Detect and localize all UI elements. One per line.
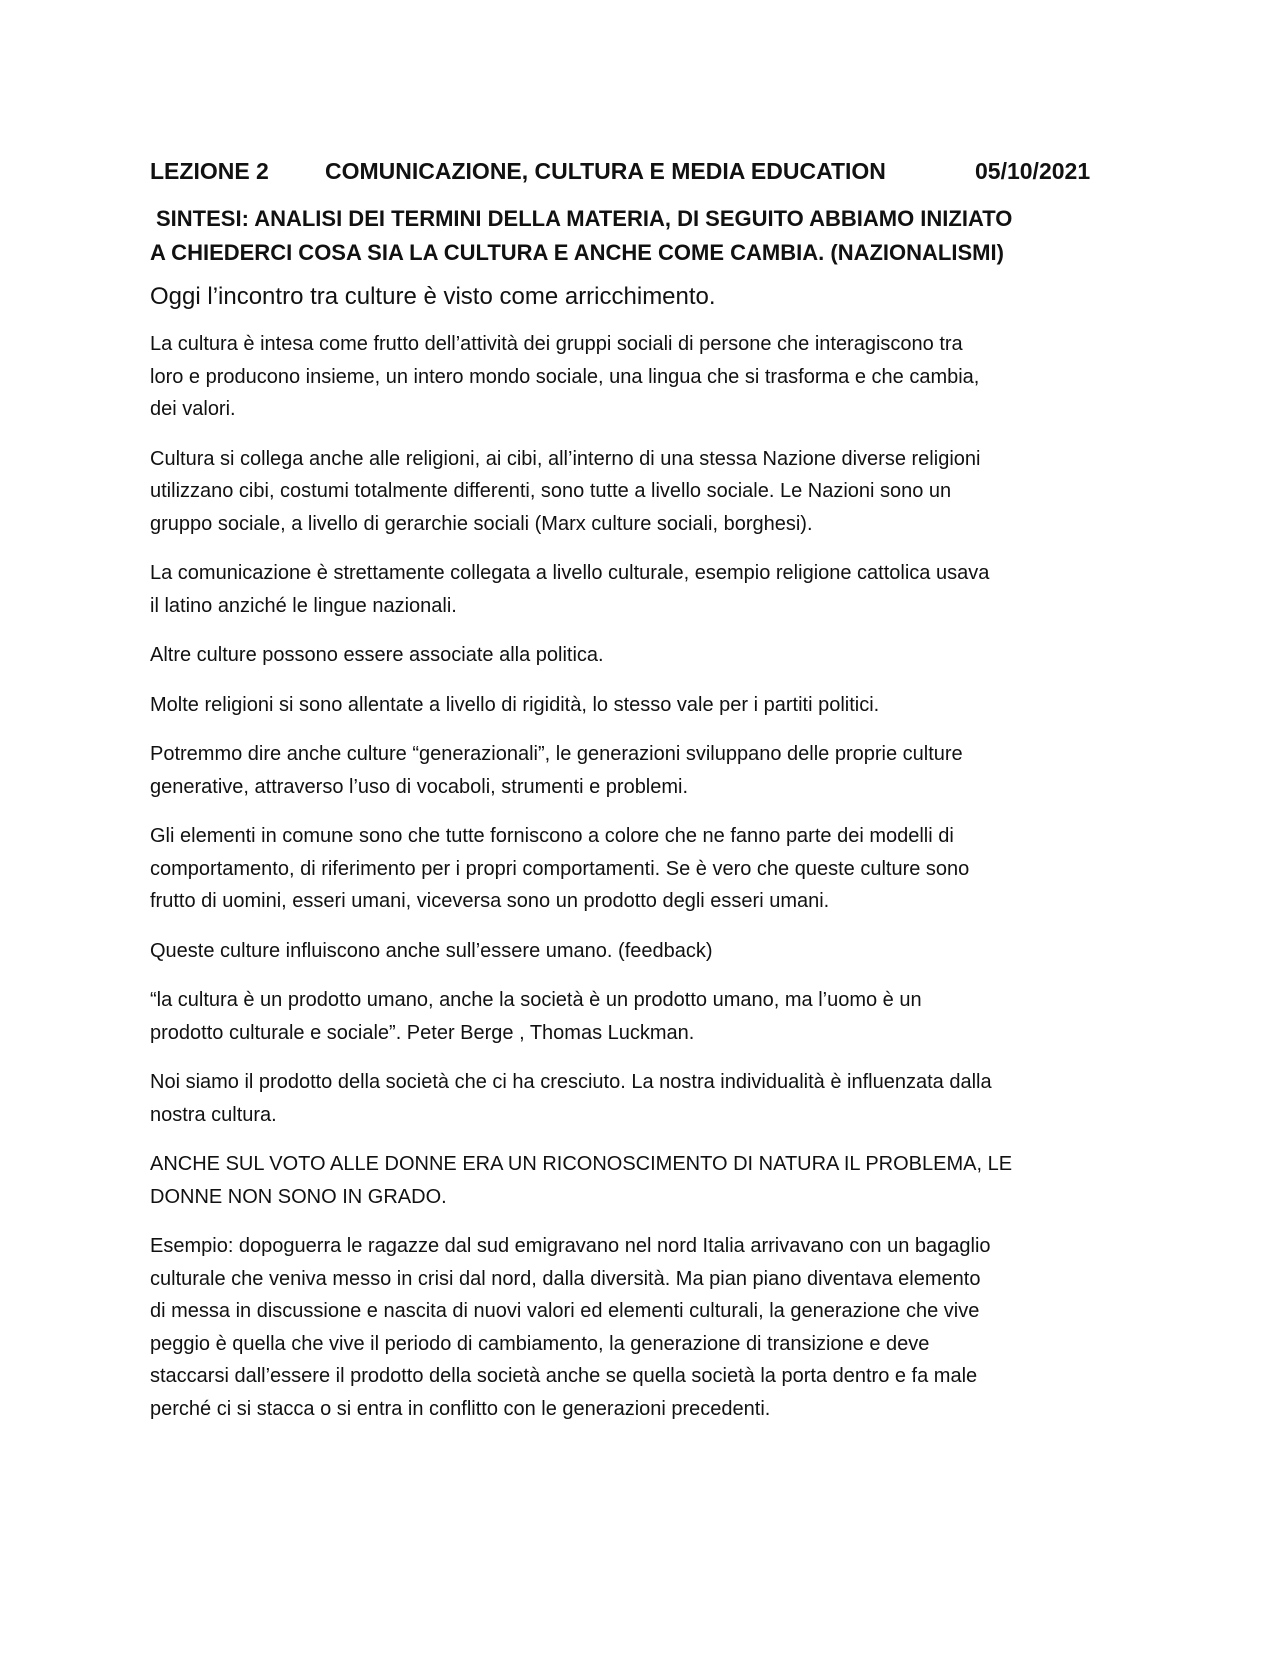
paragraph-line: perché ci si stacca o si entra in conflitto con le generazioni precedenti.	[150, 1397, 771, 1420]
document-page	[150, 148, 1150, 1442]
paragraph-line: il latino anziché le lingue nazionali.	[150, 594, 457, 617]
paragraph-line: Queste culture influiscono anche sull’essere umano. (feedback)	[150, 939, 713, 962]
paragraph-line: Potremmo dire anche culture “generazionali”, le generazioni sviluppano delle proprie culture	[150, 743, 963, 765]
paragraph-line: dei valori.	[150, 398, 236, 420]
paragraph-line: di messa in discussione e nascita di nuovi valori ed elementi culturali, la generazione che vive	[150, 1300, 980, 1322]
course-title: COMUNICAZIONE, CULTURA E MEDIA EDUCATION	[325, 158, 886, 184]
paragraph	[150, 820, 1150, 918]
paragraph-line: La comunicazione è strettamente collegata a livello culturale, esempio religione cattolica usava	[150, 562, 990, 584]
document-header	[150, 148, 1150, 194]
lesson-number: LEZIONE 2	[150, 158, 269, 184]
paragraph-line: gruppo sociale, a livello di gerarchie sociali (Marx culture sociali, borghesi).	[150, 512, 813, 535]
paragraph-line: nostra cultura.	[150, 1103, 277, 1126]
paragraph-line: utilizzano cibi, costumi totalmente differenti, sono tutte a livello sociale. Le Nazioni sono un	[150, 480, 952, 502]
summary-line: SINTESI: ANALISI DEI TERMINI DELLA MATERIA, DI SEGUITO ABBIAMO INIZIATO	[156, 206, 1013, 231]
paragraph	[150, 738, 1150, 803]
paragraph-line: frutto di uomini, esseri umani, viceversa sono un prodotto degli esseri umani.	[150, 890, 830, 912]
paragraph	[150, 1066, 1150, 1131]
paragraph-line: “la cultura è un prodotto umano, anche la società è un prodotto umano, ma l’uomo è un	[150, 989, 922, 1011]
paragraph-line: peggio è quella che vive il periodo di cambiamento, la generazione di transizione e deve	[150, 1332, 930, 1355]
paragraph-line: Gli elementi in comune sono che tutte forniscono a colore che ne fanno parte dei modelli di	[150, 825, 954, 847]
lesson-date: 05/10/2021	[975, 158, 1091, 184]
paragraph	[150, 443, 1150, 541]
paragraph	[150, 1148, 1150, 1213]
paragraph	[150, 984, 1150, 1049]
paragraph	[150, 1230, 1150, 1425]
paragraph-line: comportamento, di riferimento per i propri comportamenti. Se è vero che queste culture sono	[150, 857, 970, 880]
intro-sentence: Oggi l’incontro tra culture è visto come arricchimento.	[150, 283, 716, 310]
paragraph-line: staccarsi dall’essere il prodotto della società anche se quella società la porta dentro e fa male	[150, 1365, 978, 1387]
paragraph-line: loro e producono insieme, un intero mondo sociale, una lingua che si trasforma e che cambia,	[150, 365, 980, 388]
summary-heading	[150, 202, 1150, 270]
paragraph-line: generative, attraverso l’uso di vocaboli, strumenti e problemi.	[150, 775, 689, 798]
paragraph	[150, 639, 1150, 672]
paragraph-line: Noi siamo il prodotto della società che ci ha cresciuto. La nostra individualità è influenzata dalla	[150, 1071, 992, 1093]
paragraph-line: Esempio: dopoguerra le ragazze dal sud emigravano nel nord Italia arrivavano con un bagaglio	[150, 1235, 991, 1257]
summary-line: A CHIEDERCI COSA SIA LA CULTURA E ANCHE COME CAMBIA. (NAZIONALISMI)	[150, 240, 1004, 265]
paragraph-line: Altre culture possono essere associate alla politica.	[150, 644, 604, 666]
paragraph-line: Molte religioni si sono allentate a livello di rigidità, lo stesso vale per i partiti politici.	[150, 693, 880, 716]
paragraph-line: DONNE NON SONO IN GRADO.	[150, 1185, 447, 1208]
body-text	[150, 328, 1150, 1425]
paragraph	[150, 935, 1150, 968]
paragraph	[150, 328, 1150, 426]
paragraph-line: culturale che veniva messo in crisi dal nord, dalla diversità. Ma pian piano diventava elemento	[150, 1267, 981, 1290]
paragraph-line: ANCHE SUL VOTO ALLE DONNE ERA UN RICONOSCIMENTO DI NATURA IL PROBLEMA, LE	[150, 1153, 1013, 1175]
paragraph	[150, 689, 1150, 722]
paragraph-line: prodotto culturale e sociale”. Peter Berge , Thomas Luckman.	[150, 1021, 695, 1044]
paragraph-line: La cultura è intesa come frutto dell’attività dei gruppi sociali di persone che interagiscono tra	[150, 333, 963, 355]
paragraph-line: Cultura si collega anche alle religioni, ai cibi, all’interno di una stessa Nazione diverse religioni	[150, 447, 981, 470]
paragraph	[150, 557, 1150, 622]
